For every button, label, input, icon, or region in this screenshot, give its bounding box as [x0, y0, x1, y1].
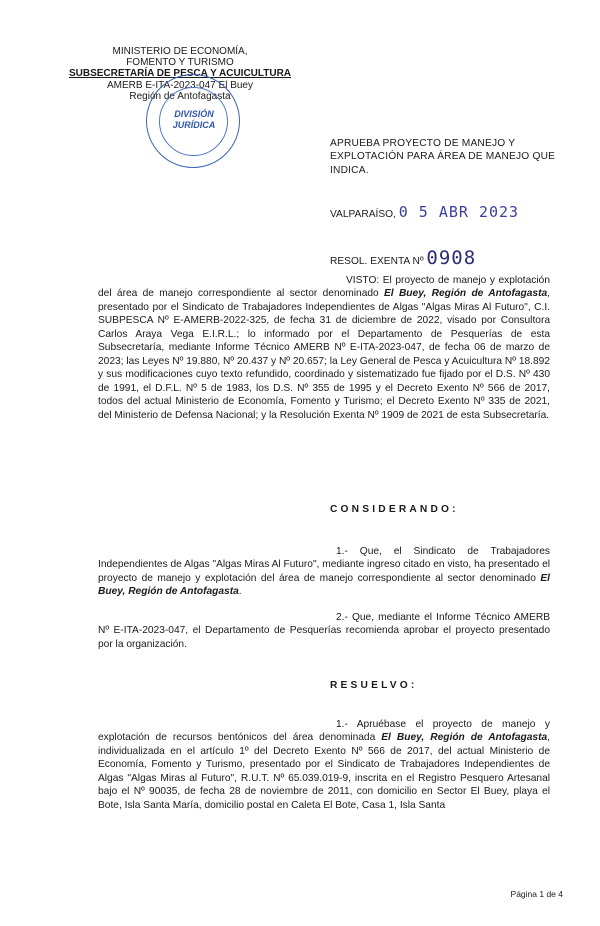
resuelvo-p1-sector: El Buey, Región de Antofagasta — [381, 732, 548, 744]
resuelvo-heading: RESUELVO: — [330, 680, 418, 691]
considerando-paragraph-1 — [98, 545, 550, 599]
visto-sector: El Buey, Región de Antofagasta — [384, 288, 548, 300]
visto-text-b: , presentado por el Sindicato de Trabajadores Independientes de Algas "Algas Miras Al Futuro", C.I. SUBPESCA Nº E-AMERB-2022-325, de fecha 31 de diciembre de 2022, visado por Consultora Carlos Araya Vega E.I.R.L.; lo informado por el Departamento de Pesquerías de esta Subsecretaría, mediante Informe Técnico AMERB Nº E-ITA-2023-047, de fecha 06 de marzo de 2023; las Leyes Nº 19.880, Nº 20.437 y Nº 20.657; la Ley General de Pesca y Acuicultura Nº 18.892 y sus modificaciones cuyo texto refundido, coordinado y sistematizado fue fijado por el D.S. Nº 430 de 1991, el D.F.L. Nº 5 de 1983, los D.S. Nº 355 de 1995 y el Decreto Exento Nº 566 de 2017, todos del actual Ministerio de Economía, Fomento y Turismo; el Decreto Exento Nº 335 de 2021, del Ministerio de Defensa Nacional; y la Resolución Exenta Nº 1909 de 2021 de esta Subsecretaría. — [98, 288, 550, 421]
city-label: VALPARAÍSO, — [330, 209, 396, 220]
page-number: Página 1 de 4 — [510, 889, 563, 899]
division-juridica-stamp — [146, 74, 240, 168]
considerando-paragraph-2 — [98, 611, 550, 651]
amerb-code: AMERB E-ITA-2023-047 El Buey — [107, 79, 253, 91]
considerando-p1-sector: El Buey, Región de Antofagasta — [98, 572, 550, 598]
considerando-heading: CONSIDERANDO: — [330, 504, 459, 515]
considerando-p1-text-a: 1.- Que, el Sindicato de Trabajadores Independientes de Algas "Algas Miras Al Futuro", mediante ingreso citado en visto, ha presentado el proyecto de manejo y explotación del área de manejo correspondiente al sector denominado — [98, 546, 550, 584]
resolution-number: 0908 — [426, 247, 477, 269]
document-title: APRUEBA PROYECTO DE MANEJO Y EXPLOTACIÓN PARA ÁREA DE MANEJO QUE INDICA. — [330, 138, 556, 176]
resolution-line — [330, 247, 476, 269]
ministry-name-line2: FOMENTO Y TURISMO — [126, 57, 234, 69]
stamp-line1: DIVISIÓN — [174, 109, 214, 119]
handwritten-date: 0 5 ABR 2023 — [398, 203, 520, 221]
ministry-name-line1: MINISTERIO DE ECONOMÍA, — [112, 46, 248, 57]
resolution-label: RESOL. EXENTA Nº — [330, 256, 424, 267]
visto-text-a: El proyecto de manejo y explotación del área de manejo correspondiente al sector denominado — [98, 275, 550, 300]
considerando-p1-text-b: . — [238, 586, 242, 598]
resuelvo-paragraph-1 — [98, 718, 550, 812]
subsecretaria-name: SUBSECRETARÍA DE PESCA Y ACUICULTURA — [68, 68, 292, 80]
region-name: Región de Antofagasta — [129, 90, 231, 102]
place-date-line — [330, 203, 519, 221]
resuelvo-p1-text-a: 1.- Apruébase el proyecto de manejo y explotación de recursos bentónicos del área denominada — [98, 719, 550, 744]
resuelvo-p1-text-b: , individualizada en el artículo 1º del Decreto Exento Nº 566 de 2017, del actual Ministerio de Economía, Fomento y Turismo, presentado por el Sindicato de Trabajadores Independientes de Algas "Algas Miras al Futuro", R.U.T. Nº 65.039.019-9, inscrita en el Registro Pesquero Artesanal bajo el Nº 90035, de fecha 28 de noviembre de 2011, con domicilio en Sector El Buey, playa el Bote, Isla Santa María, domicilio postal en Caleta El Bote, Casa 1, Isla Santa — [98, 732, 550, 811]
visto-paragraph — [98, 274, 550, 422]
stamp-line2: JURÍDICA — [172, 120, 216, 130]
considerando-p2-text: 2.- Que, mediante el Informe Técnico AMERB Nº E-ITA-2023-047, el Departamento de Pesquerías recomienda aprobar el proyecto presentado por la organización. — [98, 612, 550, 650]
visto-label: VISTO: — [346, 275, 380, 286]
